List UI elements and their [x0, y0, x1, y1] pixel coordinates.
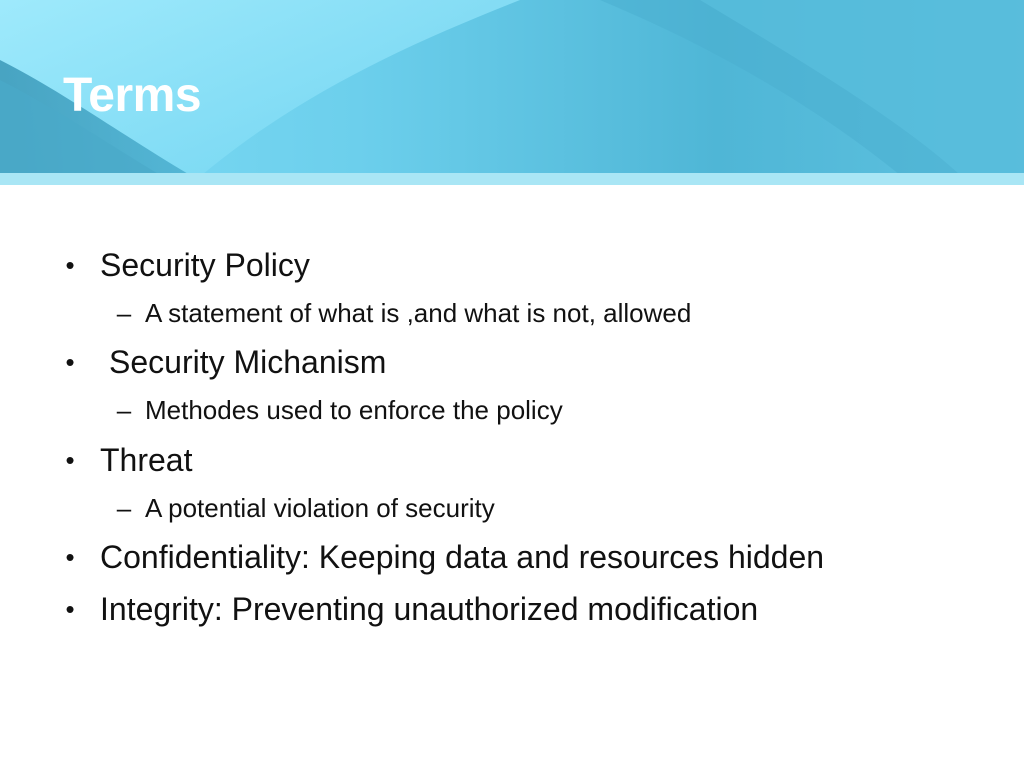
bullet-text: Security Michanism: [109, 344, 387, 380]
sub-bullet-marker: –: [116, 298, 132, 328]
bullet-marker: •: [65, 250, 75, 280]
sub-bullet-marker: –: [116, 493, 132, 523]
bullet-text: Integrity: Preventing unauthorized modification: [100, 591, 759, 627]
sub-bullet-marker: –: [116, 395, 132, 425]
bullet-marker: •: [65, 542, 75, 572]
bullet-text: Threat: [100, 442, 193, 478]
bullet-marker: •: [65, 594, 75, 624]
bullet-marker: •: [65, 445, 75, 475]
sub-bullet-text: Methodes used to enforce the policy: [145, 395, 563, 425]
sub-bullet-text: A statement of what is ,and what is not, allowed: [145, 298, 692, 328]
bullet-marker: •: [65, 347, 75, 377]
bullet-text: Security Policy: [100, 247, 310, 283]
slide-title: Terms: [63, 69, 202, 122]
sub-bullet-text: A potential violation of security: [145, 493, 495, 523]
bullet-text: Confidentiality: Keeping data and resources hidden: [100, 539, 825, 575]
